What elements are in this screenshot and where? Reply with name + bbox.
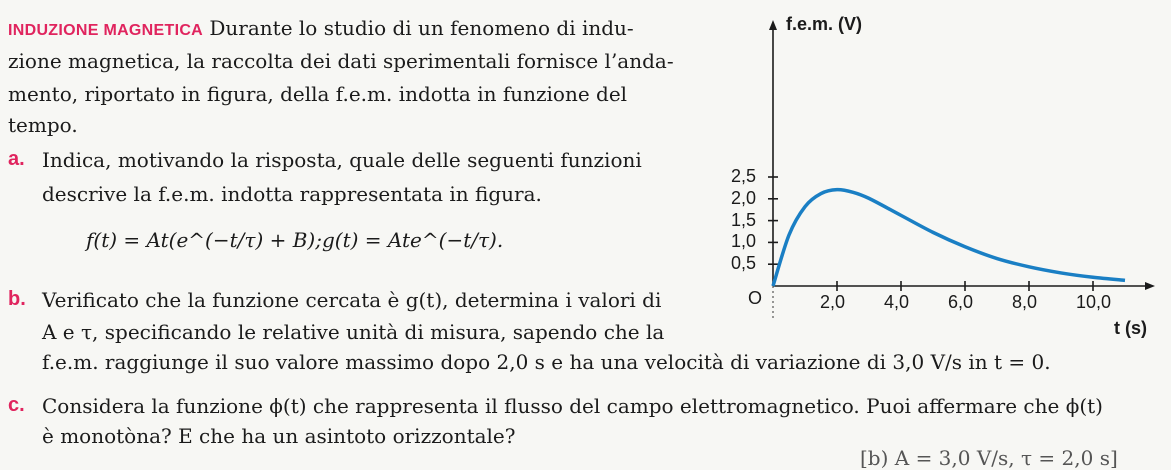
x-axis-arrow <box>1145 282 1155 290</box>
intro-line-2: zione magnetica, la raccolta dei dati sperimentali fornisce l’anda- <box>8 49 674 73</box>
part-a-line-2: descrive la f.e.m. indotta rappresentata in figura. <box>42 182 542 206</box>
part-c-line-2: è monotòna? E che ha un asintoto orizzontale? <box>42 424 516 448</box>
part-c-line-1: Considera la funzione ϕ(t) che rappresenta il flusso del campo elettromagnetico. Puoi affermare che ϕ(t) <box>42 394 1103 418</box>
part-c-letter: c. <box>8 394 25 416</box>
chart-axes <box>769 20 1155 318</box>
series-line-fem <box>773 190 1125 286</box>
x-tick-label: 6,0 <box>948 292 974 312</box>
origin-label: O <box>748 288 763 308</box>
part-b-line-3: f.e.m. raggiunge il suo valore massimo dopo 2,0 s e ha una velocità di variazione di 3,0 V/s in t = 0. <box>42 350 1051 374</box>
part-a-line-1: Indica, motivando la risposta, quale delle seguenti funzioni <box>42 148 642 172</box>
x-tick-label: 10,0 <box>1076 292 1112 312</box>
part-b-letter: b. <box>8 288 26 310</box>
x-tick-label: 8,0 <box>1012 292 1038 312</box>
y-tick-label: 2,5 <box>731 166 757 186</box>
y-tick-label: 0,5 <box>731 253 757 274</box>
answer-cut-off: [b) A = 3,0 V/s, τ = 2,0 s] <box>860 446 1118 470</box>
part-b-line-2: A e τ, specificando le relative unità di misura, sapendo che la <box>42 320 665 344</box>
intro-line-1: Durante lo studio di un fenomeno di indu- <box>209 16 634 40</box>
x-tick-label: 4,0 <box>884 292 910 312</box>
x-axis-title: t (s) <box>1114 318 1147 338</box>
x-tick-label: 2,0 <box>820 292 846 312</box>
formula-f: f(t) = At(e^(−t/τ) + B); <box>86 228 322 252</box>
intro-line-3: mento, riportato in figura, della f.e.m. indotta in funzione del <box>8 82 628 106</box>
y-tick-label: 2,0 <box>731 187 757 208</box>
part-a-letter: a. <box>8 148 25 170</box>
problem-heading: INDUZIONE MAGNETICA <box>8 22 204 39</box>
formula-g: g(t) = Ate^(−t/τ). <box>322 228 504 252</box>
y-tick-label: 1,0 <box>731 231 757 252</box>
intro-line-4: tempo. <box>8 113 78 137</box>
y-tick-label: 1,5 <box>731 209 757 230</box>
y-axis-arrow <box>769 20 777 30</box>
part-b-line-1: Verificato che la funzione cercata è g(t), determina i valori di <box>42 288 662 312</box>
y-axis-title: f.e.m. (V) <box>786 14 863 34</box>
